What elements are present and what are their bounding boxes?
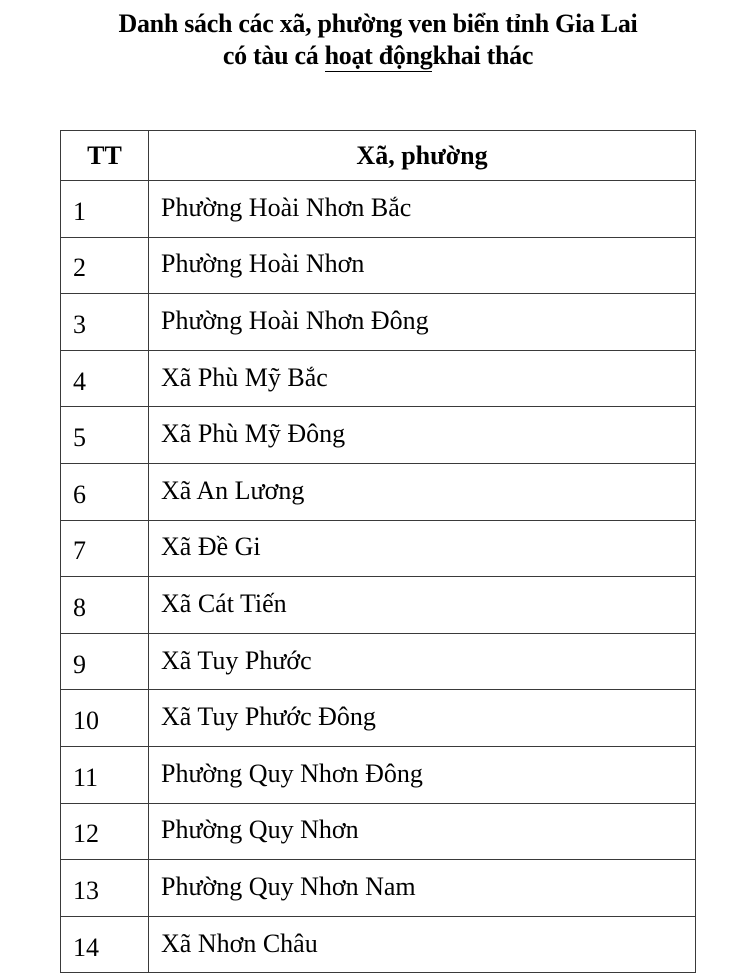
row-number: 10 (61, 690, 149, 747)
row-number: 8 (61, 577, 149, 634)
commune-name: Xã Cát Tiến (149, 577, 696, 634)
table-row (61, 916, 696, 973)
table-row (61, 690, 696, 747)
table-row (61, 407, 696, 464)
row-number: 4 (61, 350, 149, 407)
commune-name: Phường Hoài Nhơn Bắc (149, 181, 696, 238)
commune-name: Xã Đề Gi (149, 520, 696, 577)
table-row (61, 350, 696, 407)
commune-name: Xã Phù Mỹ Bắc (149, 350, 696, 407)
commune-name: Xã Nhơn Châu (149, 916, 696, 973)
table-row (61, 803, 696, 860)
communes-table (60, 130, 696, 973)
commune-name: Phường Hoài Nhơn Đông (149, 294, 696, 351)
row-number: 14 (61, 916, 149, 973)
commune-name: Xã Tuy Phước (149, 633, 696, 690)
document-title (0, 8, 748, 72)
row-number: 2 (61, 237, 149, 294)
commune-name: Phường Quy Nhơn (149, 803, 696, 860)
table-row (61, 237, 696, 294)
table-row (61, 633, 696, 690)
row-number: 5 (61, 407, 149, 464)
table-row (61, 463, 696, 520)
table-row (61, 520, 696, 577)
table-row (61, 577, 696, 634)
title-line-2-prefix: có tàu cá (222, 41, 325, 70)
row-number: 3 (61, 294, 149, 351)
title-underlined-text: hoạt động (324, 41, 433, 70)
commune-name: Phường Quy Nhơn Đông (149, 746, 696, 803)
header-tt: TT (61, 131, 149, 181)
commune-name: Xã An Lương (149, 463, 696, 520)
commune-name: Phường Hoài Nhơn (149, 237, 696, 294)
table-row (61, 860, 696, 917)
table-header-row (61, 131, 696, 181)
title-line-2-suffix: khai thác (432, 41, 534, 70)
table-row (61, 181, 696, 238)
row-number: 6 (61, 463, 149, 520)
row-number: 11 (61, 746, 149, 803)
row-number: 7 (61, 520, 149, 577)
row-number: 1 (61, 181, 149, 238)
table-row (61, 746, 696, 803)
title-line-2 (0, 40, 748, 72)
row-number: 13 (61, 860, 149, 917)
row-number: 12 (61, 803, 149, 860)
commune-name: Phường Quy Nhơn Nam (149, 860, 696, 917)
commune-name: Xã Tuy Phước Đông (149, 690, 696, 747)
table-row (61, 294, 696, 351)
header-commune: Xã, phường (149, 131, 696, 181)
row-number: 9 (61, 633, 149, 690)
commune-name: Xã Phù Mỹ Đông (149, 407, 696, 464)
title-line-1: Danh sách các xã, phường ven biển tỉnh Gia Lai (118, 9, 638, 38)
